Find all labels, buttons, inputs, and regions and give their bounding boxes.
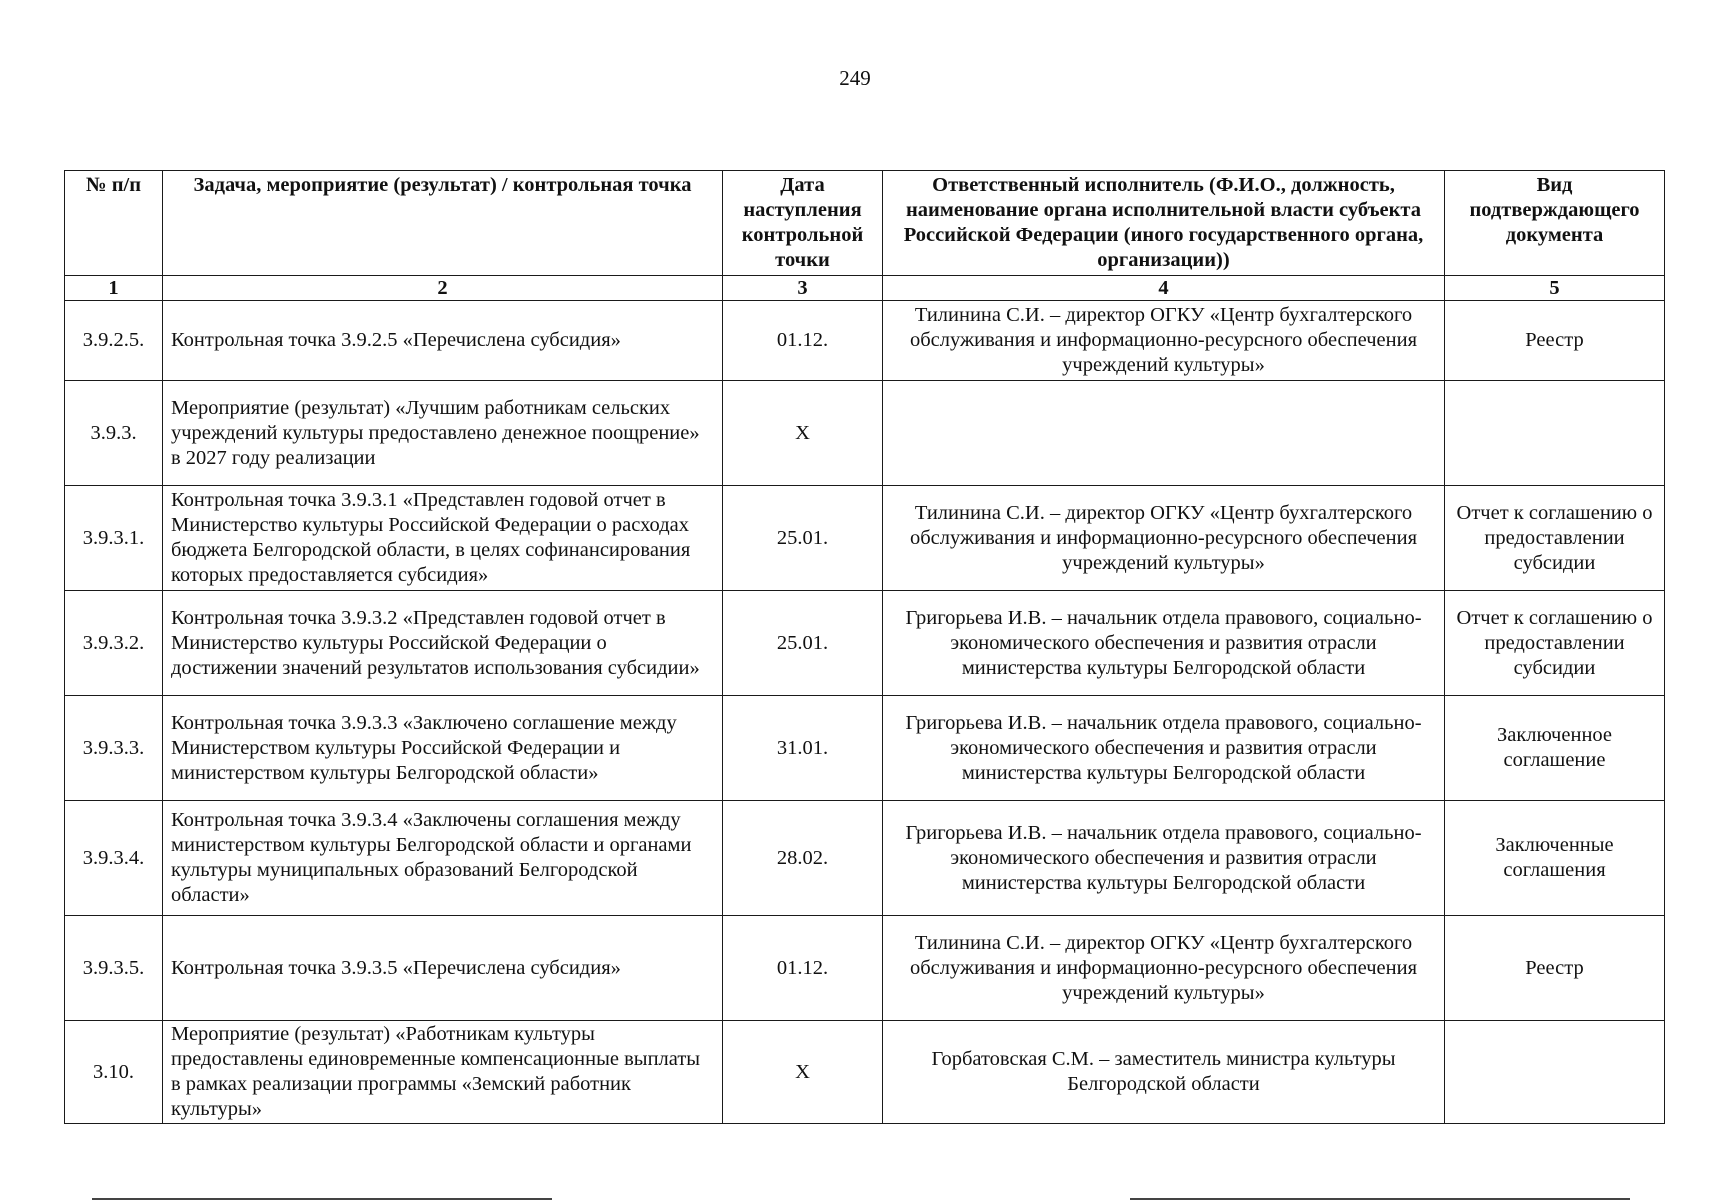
row-document: Заключенные соглашения [1445,801,1665,916]
row-document: Реестр [1445,916,1665,1021]
row-date: X [723,1021,883,1124]
header-date: Дата наступления контрольной точки [723,171,883,276]
row-task: Мероприятие (результат) «Работникам культуры предоставлены единовременные компенсационные выплаты в рамках реализации программы «Земский работник культуры» [163,1021,723,1124]
table-row [65,301,1665,381]
control-points-table [64,170,1665,1124]
column-number: 1 [65,276,163,301]
column-number: 4 [883,276,1445,301]
row-responsible: Григорьева И.В. – начальник отдела правового, социально-экономического обеспечения и развития отрасли министерства культуры Белгородской области [883,591,1445,696]
row-date: 25.01. [723,486,883,591]
row-date: 01.12. [723,916,883,1021]
row-document: Заключенное соглашение [1445,696,1665,801]
header-number: № п/п [65,171,163,276]
row-number: 3.9.2.5. [65,301,163,381]
page-number: 249 [839,66,871,90]
row-responsible: Горбатовская С.М. – заместитель министра культуры Белгородской области [883,1021,1445,1124]
row-responsible: Григорьева И.В. – начальник отдела правового, социально-экономического обеспечения и развития отрасли министерства культуры Белгородской области [883,696,1445,801]
table-row [65,1021,1665,1124]
row-date: 01.12. [723,301,883,381]
row-task: Контрольная точка 3.9.3.5 «Перечислена субсидия» [163,916,723,1021]
row-task: Контрольная точка 3.9.3.1 «Представлен годовой отчет в Министерство культуры Российской Федерации о расходах бюджета Белгородской области, в целях софинансирования которых предоставляется субсидия» [163,486,723,591]
row-number: 3.9.3. [65,381,163,486]
column-number-row [65,276,1665,301]
row-number: 3.9.3.3. [65,696,163,801]
table-row [65,916,1665,1021]
row-responsible [883,381,1445,486]
table-row [65,801,1665,916]
row-number: 3.9.3.4. [65,801,163,916]
row-number: 3.9.3.5. [65,916,163,1021]
row-date: 31.01. [723,696,883,801]
row-task: Контрольная точка 3.9.2.5 «Перечислена субсидия» [163,301,723,381]
row-responsible: Тилинина С.И. – директор ОГКУ «Центр бухгалтерского обслуживания и информационно-ресурсного обеспечения учреждений культуры» [883,301,1445,381]
table-header-row [65,171,1665,276]
row-number: 3.9.3.1. [65,486,163,591]
row-responsible: Григорьева И.В. – начальник отдела правового, социально-экономического обеспечения и развития отрасли министерства культуры Белгородской области [883,801,1445,916]
row-date: X [723,381,883,486]
row-number: 3.10. [65,1021,163,1124]
row-number: 3.9.3.2. [65,591,163,696]
row-responsible: Тилинина С.И. – директор ОГКУ «Центр бухгалтерского обслуживания и информационно-ресурсного обеспечения учреждений культуры» [883,916,1445,1021]
row-date: 28.02. [723,801,883,916]
row-document: Отчет к соглашению о предоставлении субсидии [1445,486,1665,591]
row-responsible: Тилинина С.И. – директор ОГКУ «Центр бухгалтерского обслуживания и информационно-ресурсного обеспечения учреждений культуры» [883,486,1445,591]
header-task: Задача, мероприятие (результат) / контрольная точка [163,171,723,276]
table-row [65,591,1665,696]
table-row [65,486,1665,591]
row-document [1445,1021,1665,1124]
row-document: Реестр [1445,301,1665,381]
row-task: Контрольная точка 3.9.3.3 «Заключено соглашение между Министерством культуры Российской Федерации и министерством культуры Белгородской области» [163,696,723,801]
table-row [65,696,1665,801]
header-responsible: Ответственный исполнитель (Ф.И.О., должность, наименование органа исполнительной власти субъекта Российской Федерации (иного государственного органа, организации)) [883,171,1445,276]
row-document: Отчет к соглашению о предоставлении субсидии [1445,591,1665,696]
table-row [65,381,1665,486]
row-task: Контрольная точка 3.9.3.4 «Заключены соглашения между министерством культуры Белгородской области и органами культуры муниципальных образований Белгородской области» [163,801,723,916]
row-document [1445,381,1665,486]
column-number: 5 [1445,276,1665,301]
column-number: 2 [163,276,723,301]
row-task: Контрольная точка 3.9.3.2 «Представлен годовой отчет в Министерство культуры Российской Федерации о достижении значений результатов использования субсидии» [163,591,723,696]
column-number: 3 [723,276,883,301]
header-document: Вид подтверждающего документа [1445,171,1665,276]
row-date: 25.01. [723,591,883,696]
row-task: Мероприятие (результат) «Лучшим работникам сельских учреждений культуры предоставлено денежное поощрение» в 2027 году реализации [163,381,723,486]
